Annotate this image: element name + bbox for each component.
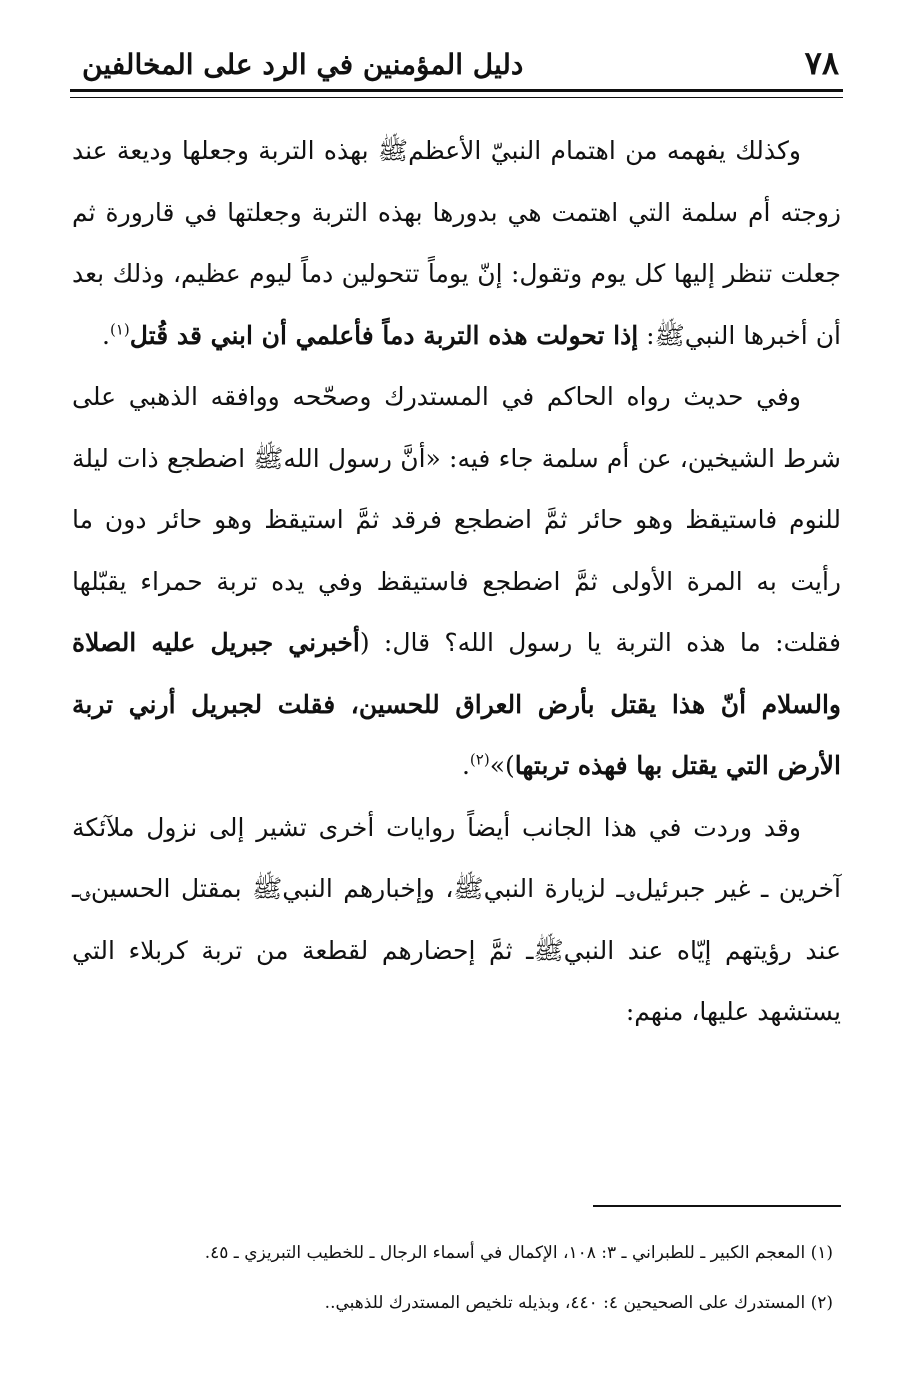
paragraph-2-end: .	[461, 751, 470, 780]
footnote-ref-2: (٢)	[469, 750, 490, 769]
paragraph-1-end: .	[101, 320, 110, 350]
footnote-1: (١) المعجم الكبير ـ للطبراني ـ ٣: ١٠٨، الإكمال في أسماء الرجال ـ للخطيب التبريزي ـ ٤٥.	[204, 1243, 833, 1263]
paragraph-2-bold-quote: أخبرني جبريل عليه الصلاة والسلام أنّ هذا يقتل بأرض العراق للحسين، فقلت لجبريل أرني تربة الأرض التي يقتل بها فهذه تربتها	[72, 628, 841, 780]
header-rule-thick	[70, 89, 843, 92]
footnote-separator	[593, 1205, 841, 1207]
paragraph-2	[72, 366, 841, 797]
paragraph-1	[72, 120, 841, 366]
paragraph-2-closing: )»	[489, 751, 515, 780]
footnote-2: (٢) المستدرك على الصحيحين ٤: ٤٤٠، وبذيله تلخيص المستدرك للذهبي..	[324, 1293, 833, 1313]
paragraph-1-text: وكذلك يفهمه من اهتمام النبيّ الأعظمﷺ بهذه التربة وجعلها وديعة عند زوجته أم سلمة التي اهتمت هي بدورها بهذه التربة وجعلتها في قارورة ثم جعلت تنظر إليها كل يوم وتقول: إنّ يوماً تتحولين دماً ليوم عظيم، وذلك بعد أن أخبرها النبيﷺ:	[72, 136, 841, 350]
paragraph-1-bold-quote: إذا تحولت هذه التربة دماً فأعلمي أن ابني قد قُتل	[129, 320, 639, 350]
paragraph-3-text: وقد وردت في هذا الجانب أيضاً روايات أخرى تشير إلى نزول ملآئكة آخرين ـ غير جبرئيل؈ـ لزيارة النبيﷺ، وإخبارهم النبيﷺ بمقتل الحسين؈ـ عند رؤيتهم إيّاه عند النبيﷺـ ثمَّ إحضارهم لقطعة من تربة كربلاء التي يستشهد عليها، منهم:	[72, 812, 841, 1026]
footnote-ref-1: (١)	[109, 320, 130, 339]
footnotes	[72, 1228, 833, 1328]
page-header	[70, 40, 843, 90]
page-number: ٧٨	[804, 44, 839, 82]
body-text	[72, 120, 841, 1043]
paragraph-3	[72, 797, 841, 1043]
header-rule-thin	[70, 97, 843, 98]
running-title: دليل المؤمنين في الرد على المخالفين	[82, 48, 524, 81]
paragraph-2-text: وفي حديث رواه الحاكم في المستدرك وصحّحه ووافقه الذهبي على شرط الشيخين، عن أم سلمة جاء فيه: «أنَّ رسول اللهﷺ اضطجع ذات ليلة للنوم فاستيقظ وهو حائر ثمَّ اضطجع فرقد ثمَّ استيقظ وهو حائر دون ما رأيت به المرة الأولى ثمَّ اضطجع فاستيقظ وفي يده تربة حمراء يقبّلها فقلت: ما هذه التربة يا رسول الله؟ قال: (	[72, 382, 841, 657]
